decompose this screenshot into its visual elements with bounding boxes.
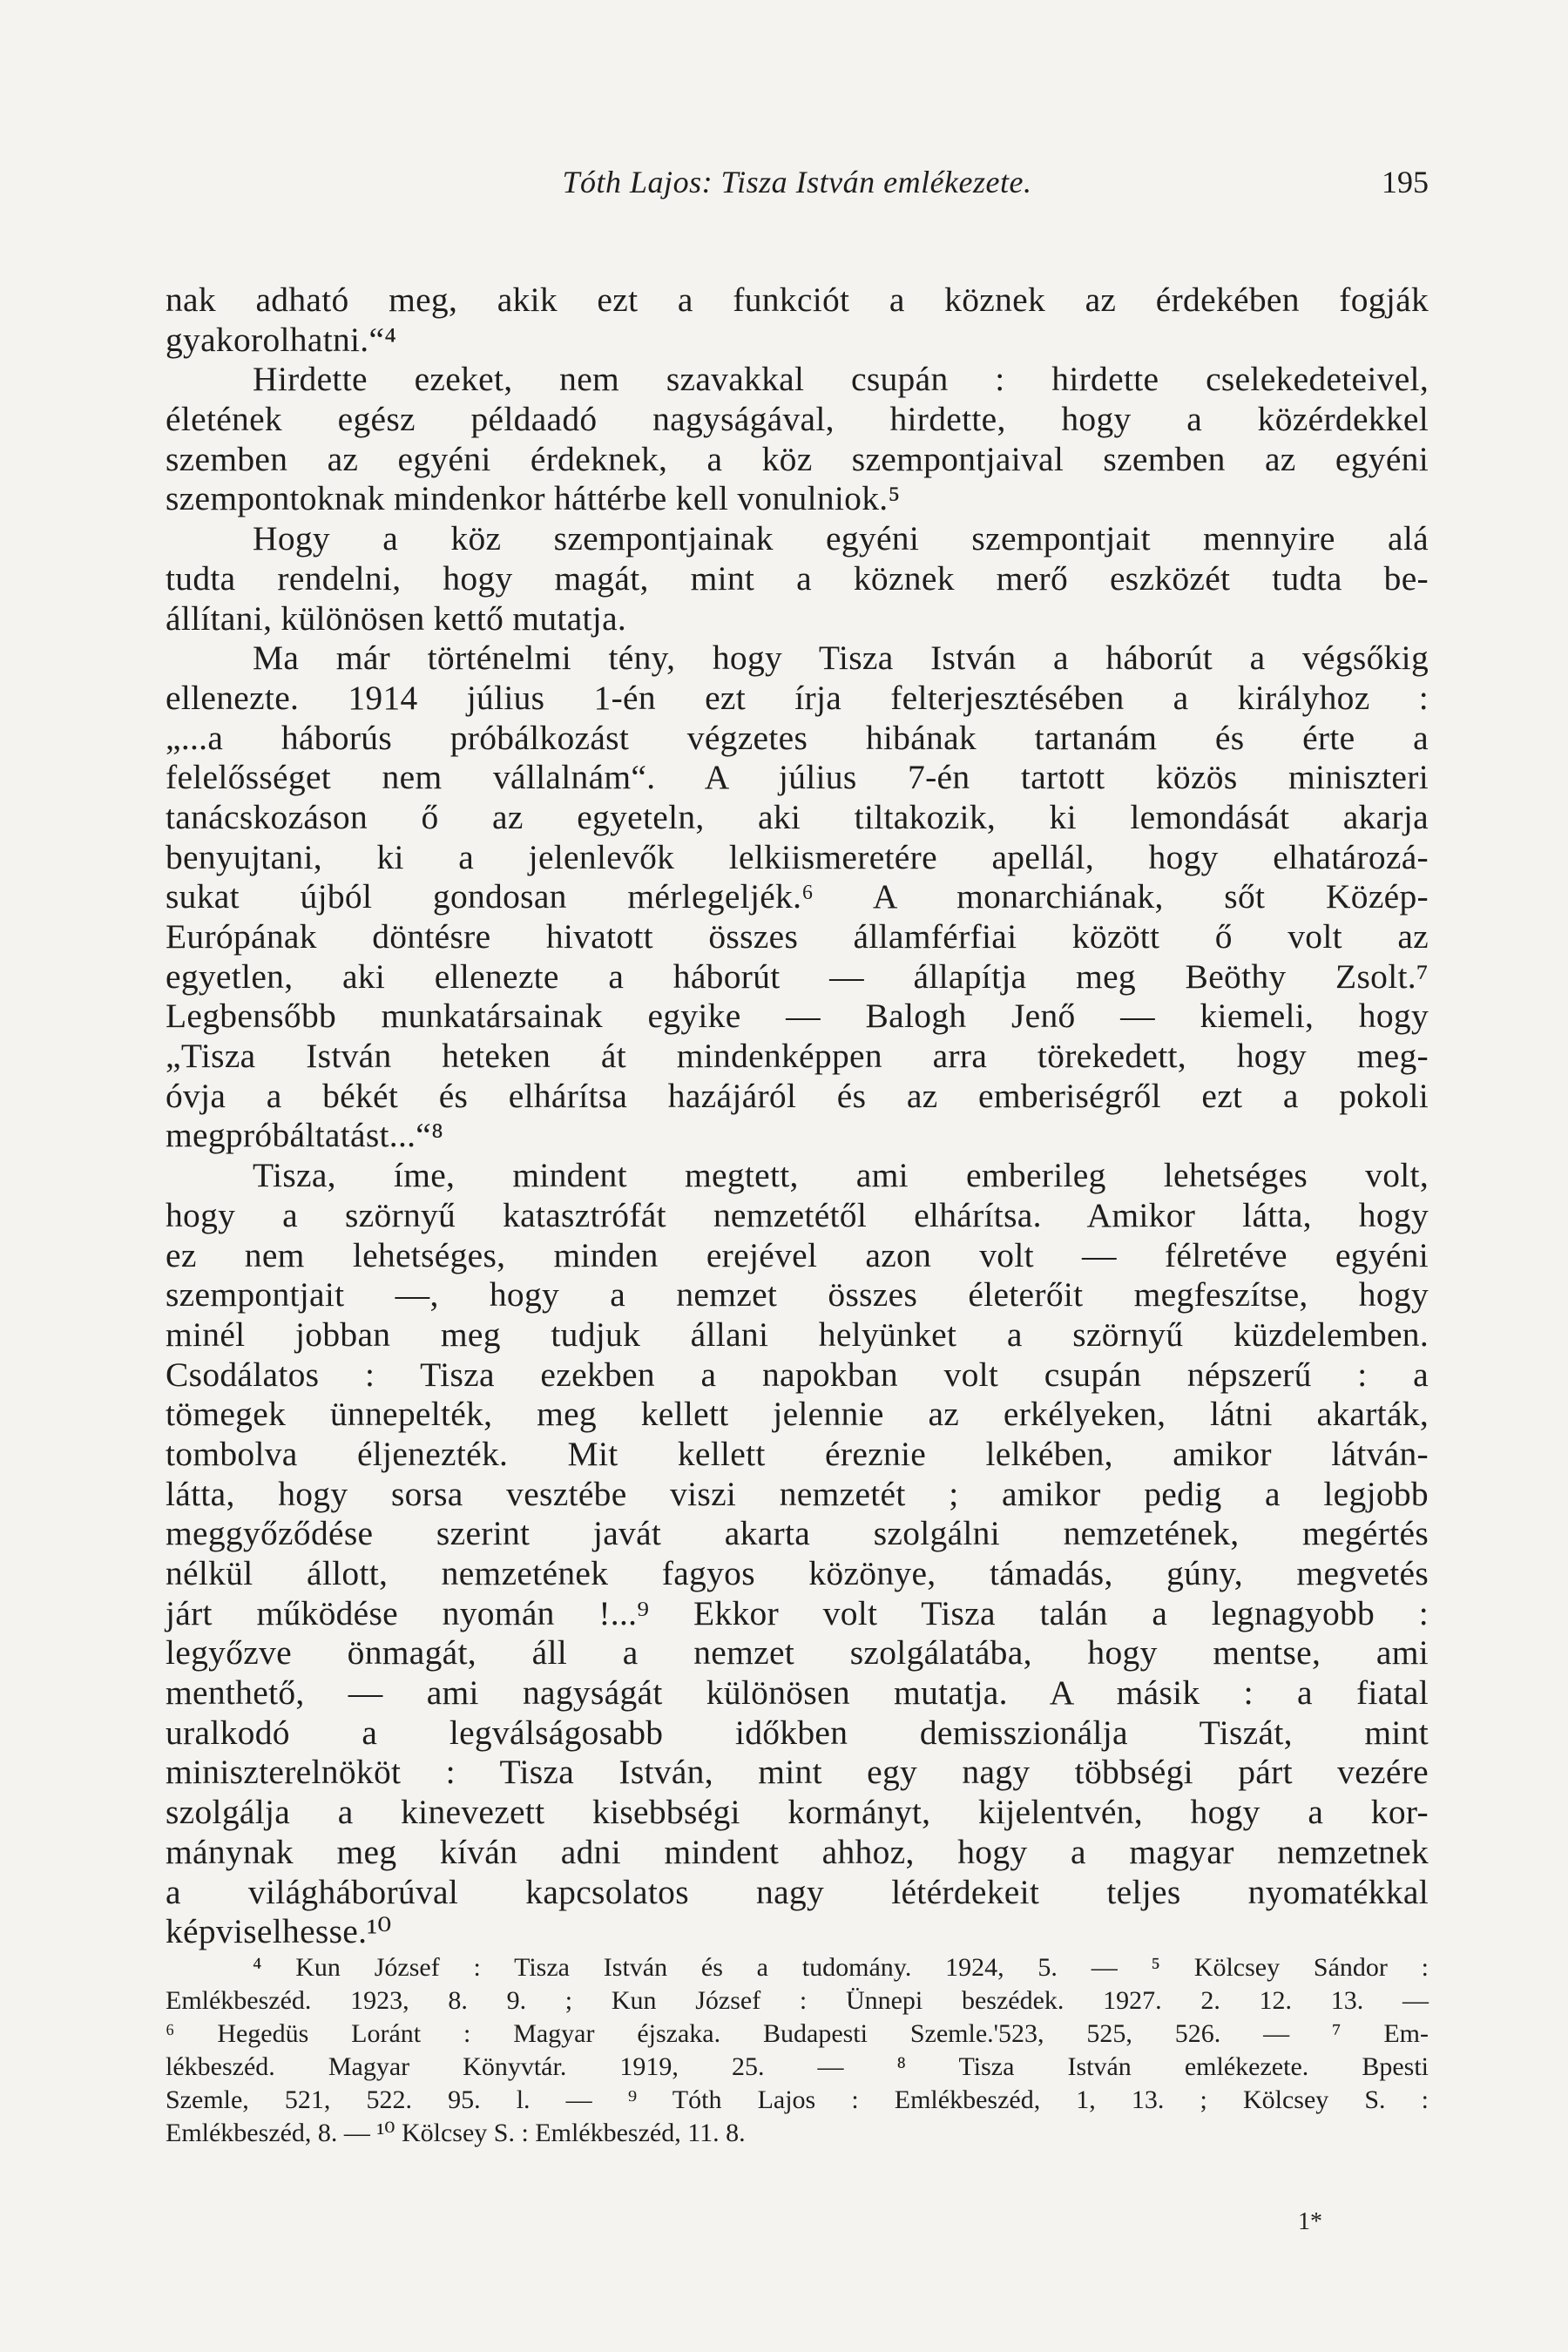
text-line: Legbensőbb munkatársainak egyike — Balogh Jenő — kiemeli, hogy xyxy=(166,997,1429,1036)
text-line: felelősséget nem vállalnám“. A július 7-én tartott közös miniszteri xyxy=(166,758,1429,797)
text-line: „Tisza István heteken át mindenképpen arra törekedett, hogy meg- xyxy=(166,1037,1429,1076)
footnote-line: Emlékbeszéd. 1923, 8. 9. ; Kun József : Ünnepi beszédek. 1927. 2. 12. 13. — xyxy=(166,1986,1429,2015)
text-line: életének egész példaadó nagyságával, hirdette, hogy a közérdekkel xyxy=(166,400,1429,439)
text-line: „...a háborús próbálkozást végzetes hibának tartanám és érte a xyxy=(166,718,1429,757)
text-line: ellenezte. 1914 július 1-én ezt írja felterjesztésében a királyhoz : xyxy=(166,678,1429,717)
text-line: Hirdette ezeket, nem szavakkal csupán : hirdette cselekedeteivel, xyxy=(253,360,1429,399)
text-line: hogy a szörnyű katasztrófát nemzetétől elhárítsa. Amikor látta, hogy xyxy=(166,1195,1429,1234)
text-line: szolgálja a kinevezett kisebbségi kormányt, kijelentvén, hogy a kor- xyxy=(166,1793,1429,1832)
text-line: állítani, különösen kettő mutatja. xyxy=(166,598,627,638)
text-line: óvja a békét és elhárítsa hazájáról és az emberiségről ezt a pokoli xyxy=(166,1076,1429,1115)
footnote-line: ⁶ Hegedüs Loránt : Magyar éjszaka. Budapesti Szemle.'523, 525, 526. — ⁷ Em- xyxy=(166,2019,1429,2048)
footnotes xyxy=(166,1951,1429,2150)
body-text xyxy=(166,280,1429,1952)
text-line: egyetlen, aki ellenezte a háborút — állapítja meg Beöthy Zsolt.⁷ xyxy=(166,956,1429,996)
text-line: benyujtani, ki a jelenlevők lelkiismeretére apellál, hogy elhatározá- xyxy=(166,837,1429,876)
page-number: 195 xyxy=(1382,165,1429,199)
footnote-line: Szemle, 521, 522. 95. l. — ⁹ Tóth Lajos : Emlékbeszéd, 1, 13. ; Kölcsey S. : xyxy=(166,2085,1429,2114)
text-line: tudta rendelni, hogy magát, mint a köznek merő eszközét tudta be- xyxy=(166,558,1429,598)
text-line: látta, hogy sorsa vesztébe viszi nemzetét ; amikor pedig a legjobb xyxy=(166,1474,1429,1513)
text-line: Hogy a köz szempontjainak egyéni szempontjait mennyire alá xyxy=(253,519,1429,558)
text-line: szempontjait —, hogy a nemzet összes életerőit megfeszítse, hogy xyxy=(166,1275,1429,1315)
text-line: uralkodó a legválságosabb időkben demisszionálja Tiszát, mint xyxy=(166,1713,1429,1752)
text-line: megpróbáltatást...“⁸ xyxy=(166,1116,444,1155)
text-line: tömegek ünnepelték, meg kellett jelennie az erkélyeken, látni akarták, xyxy=(166,1395,1429,1434)
text-line: Tisza, íme, mindent megtett, ami emberileg lehetséges volt, xyxy=(253,1156,1429,1195)
text-line: járt működése nyomán !...⁹ Ekkor volt Tisza talán a legnagyobb : xyxy=(166,1593,1429,1632)
text-line: minél jobban meg tudjuk állani helyünket a szörnyű küzdelemben. xyxy=(166,1315,1429,1354)
text-line: meggyőződése szerint javát akarta szolgálni nemzetének, megértés xyxy=(166,1514,1429,1553)
running-title: Tóth Lajos: Tisza István emlékezete. xyxy=(562,165,1032,199)
footnote-line: ⁴ Kun József : Tisza István és a tudomány. 1924, 5. — ⁵ Kölcsey Sándor : xyxy=(253,1953,1429,1982)
printer-signature-mark: 1* xyxy=(1298,2208,1322,2235)
text-line: szempontoknak mindenkor háttérbe kell vonulniok.⁵ xyxy=(166,479,901,518)
text-line: nélkül állott, nemzetének fagyos közönye, támadás, gúny, megvetés xyxy=(166,1554,1429,1592)
text-line: Csodálatos : Tisza ezekben a napokban volt csupán népszerű : a xyxy=(166,1355,1429,1394)
text-line: mánynak meg kíván adni mindent ahhoz, hogy a magyar nemzetnek xyxy=(166,1832,1429,1871)
text-line: Európának döntésre hivatott összes államférfiai között ő volt az xyxy=(166,917,1429,956)
text-line: szemben az egyéni érdeknek, a köz szempontjaival szemben az egyéni xyxy=(166,439,1429,478)
text-line: sukat újból gondosan mérlegeljék.⁶ A monarchiának, sőt Közép- xyxy=(166,877,1429,916)
text-line: gyakorolhatni.“⁴ xyxy=(166,320,397,359)
text-line: nak adható meg, akik ezt a funkciót a köznek az érdekében fogják xyxy=(166,280,1429,319)
text-line: képviselhesse.¹⁰ xyxy=(166,1912,392,1951)
text-line: tombolva éljenezték. Mit kellett éreznie lelkében, amikor látván- xyxy=(166,1434,1429,1473)
footnote-line: lékbeszéd. Magyar Könyvtár. 1919, 25. — ⁸ Tisza István emlékezete. Bpesti xyxy=(166,2052,1429,2081)
text-line: tanácskozáson ő az egyeteln, aki tiltakozik, ki lemondását akarja xyxy=(166,797,1429,836)
footnote-line: Emlékbeszéd, 8. — ¹⁰ Kölcsey S. : Emlékbeszéd, 11. 8. xyxy=(166,2119,746,2147)
page-header xyxy=(166,164,1429,207)
text-line: legyőzve önmagát, áll a nemzet szolgálatába, hogy mentse, ami xyxy=(166,1633,1429,1673)
text-line: a világháborúval kapcsolatos nagy létérdekeit teljes nyomatékkal xyxy=(166,1872,1429,1911)
text-line: menthető, — ami nagyságát különösen mutatja. A másik : a fiatal xyxy=(166,1673,1429,1713)
text-line: Ma már történelmi tény, hogy Tisza István a háborút a végsőkig xyxy=(253,639,1429,678)
text-line: miniszterelnököt : Tisza István, mint egy nagy többségi párt vezére xyxy=(166,1753,1429,1792)
text-line: ez nem lehetséges, minden erejével azon volt — félretéve egyéni xyxy=(166,1235,1429,1274)
